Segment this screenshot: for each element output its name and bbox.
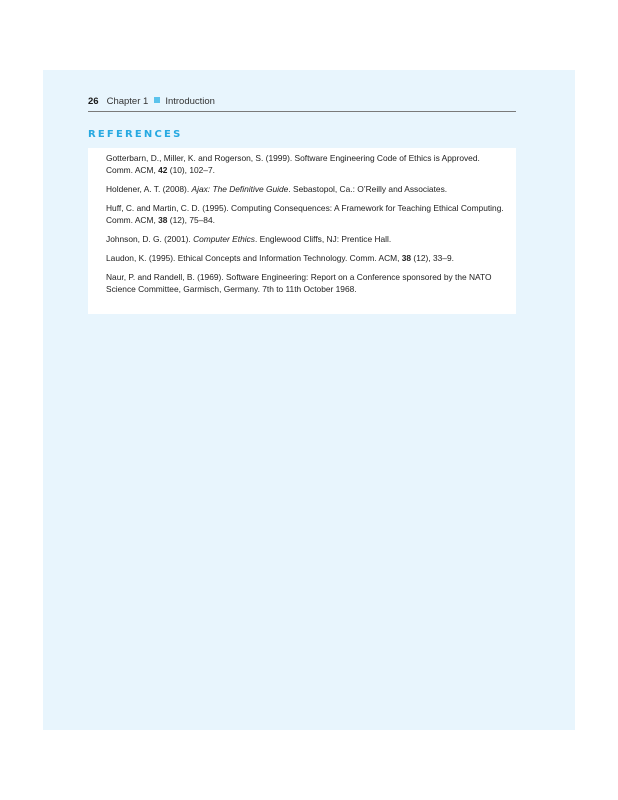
references-box — [88, 148, 516, 314]
reference-item — [106, 183, 508, 195]
reference-text: . Englewood Cliffs, NJ: Prentice Hall. — [254, 234, 392, 244]
page-number: 26 — [88, 96, 99, 107]
reference-text: (10), 102–7. — [167, 165, 215, 175]
section-label: Introduction — [165, 96, 215, 107]
reference-title: Ajax: The Definitive Guide — [191, 184, 289, 194]
reference-item — [106, 202, 508, 226]
separator-square-icon — [154, 97, 160, 103]
reference-text: (12), 33–9. — [411, 253, 454, 263]
reference-text: Gotterbarn, D., Miller, K. and Rogerson, S. (1999). Software Engineering Code of Ethics is Approved. Comm. ACM, — [106, 153, 480, 175]
reference-item — [106, 233, 508, 245]
references-list — [88, 148, 516, 295]
reference-volume: 38 — [158, 215, 168, 225]
reference-item — [106, 271, 508, 295]
reference-text: (12), 75–84. — [167, 215, 215, 225]
reference-volume: 42 — [158, 165, 168, 175]
reference-text: . Sebastopol, Ca.: O’Reilly and Associates. — [288, 184, 448, 194]
reference-text: Holdener, A. T. (2008). — [106, 184, 192, 194]
reference-item — [106, 152, 508, 176]
book-page — [43, 70, 575, 730]
chapter-label: Chapter 1 — [106, 96, 149, 107]
reference-volume: 38 — [401, 253, 412, 263]
reference-text: Naur, P. and Randell, B. (1969). Software Engineering: Report on a Conference sponsored by the NATO Science Committee, Garmisch, Germany. 7th to 11th October 1968. — [106, 272, 492, 294]
reference-text: Johnson, D. G. (2001). — [106, 234, 194, 244]
running-header — [88, 96, 516, 112]
reference-text: Laudon, K. (1995). Ethical Concepts and Information Technology. Comm. ACM, — [106, 253, 402, 263]
reference-item — [106, 252, 508, 264]
references-heading: REFERENCES — [88, 129, 183, 140]
reference-title: Computer Ethics — [193, 234, 255, 244]
reference-text: Huff, C. and Martin, C. D. (1995). Computing Consequences: A Framework for Teaching Ethical Computing. Comm. ACM, — [106, 203, 504, 225]
